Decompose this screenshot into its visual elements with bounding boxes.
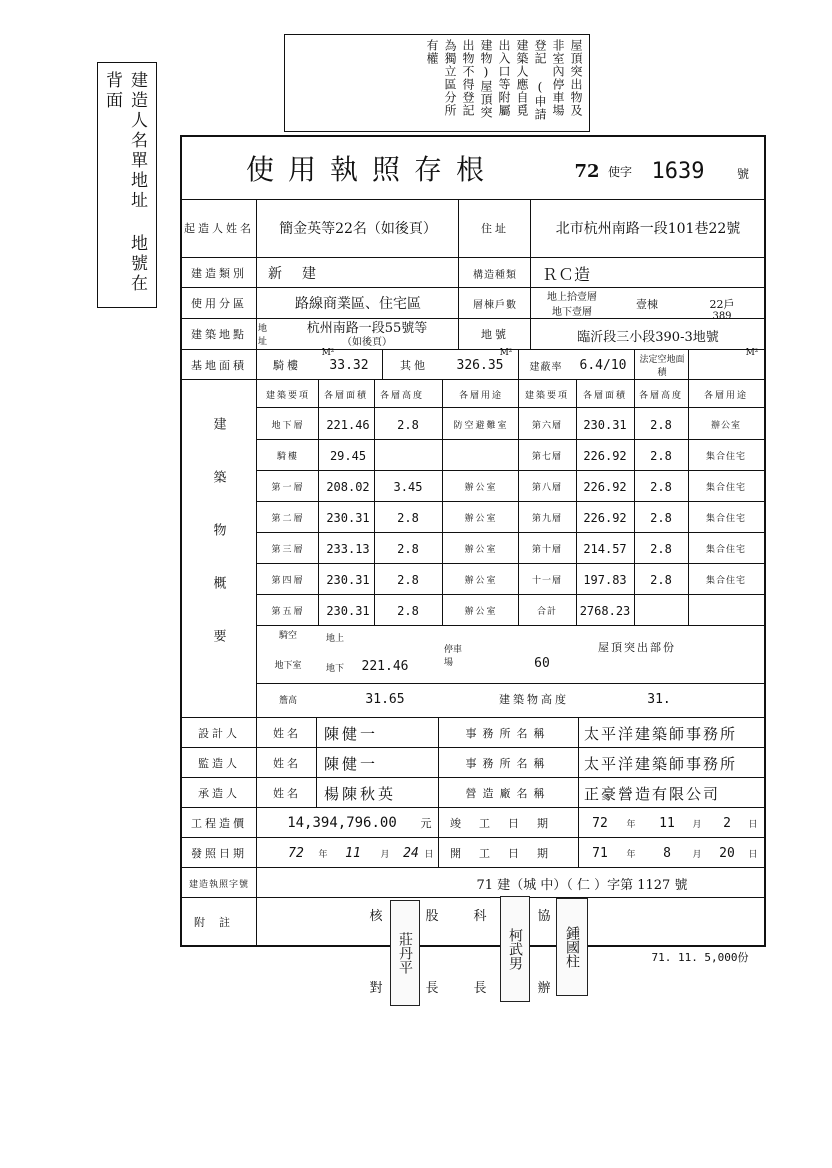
zone-value: 路線商業區、住宅區 <box>295 296 421 312</box>
done-day: 2 <box>723 815 731 831</box>
start-label: 開工日期 <box>450 847 566 860</box>
other-value: 326.35 <box>456 357 504 373</box>
start-year: 71 <box>592 845 608 861</box>
form-title: 使用執照存根 <box>245 153 498 186</box>
struct-label: 構造種類 <box>473 269 517 281</box>
site-sub: 地址 <box>258 324 268 347</box>
l-name-1: 騎樓 <box>276 452 299 462</box>
basement-below: 地下 <box>325 663 344 674</box>
lot-extra: 389 <box>712 310 732 322</box>
l-area-6: 230.31 <box>326 603 370 618</box>
floors-unit-2: 22戶 <box>709 298 735 311</box>
issue-day-unit: 日 <box>424 849 434 860</box>
zone-label: 使用分區 <box>191 297 247 310</box>
designer-firm: 太平洋建築師事務所 <box>584 724 738 743</box>
park-value: 60 <box>534 655 550 671</box>
issue-year-unit: 年 <box>318 849 328 860</box>
detail-header-1: 各層面積 <box>323 390 368 401</box>
designer-name: 陳健一 <box>324 724 379 743</box>
bldg-h-label: 建築物高度 <box>499 693 569 706</box>
other-label: 其他 <box>400 359 428 372</box>
cost-unit: 元 <box>420 817 432 830</box>
stamp-section2: 長 <box>425 980 439 996</box>
supervisor-name-label: 姓名 <box>273 757 301 770</box>
eave-value: 31.65 <box>365 691 405 707</box>
builder-addr-label: 住址 <box>481 222 509 235</box>
l-area-1: 29.45 <box>329 448 367 463</box>
start-month: 8 <box>663 845 671 861</box>
top-note-box <box>284 34 590 132</box>
supervisor-firm-label: 事務所名稱 <box>465 757 551 770</box>
r-area-4: 214.57 <box>583 541 627 556</box>
l-use-1 <box>444 440 518 471</box>
bldg-h-value: 31. <box>647 691 671 707</box>
r-area-2: 226.92 <box>583 479 627 494</box>
contractor-name-label: 姓名 <box>273 787 301 800</box>
r-height-2: 2.8 <box>650 479 672 494</box>
top-note: 屋頂突出物及非室內停車場登記 (申請建築人應自覓出入口等附屬建物)屋頂突出物不得登記為獨立區分所有權 <box>425 39 583 121</box>
l-height-6: 2.8 <box>397 603 419 618</box>
done-year: 72 <box>592 815 608 831</box>
r-use-5: 集合住宅 <box>705 576 746 586</box>
other-unit: M² <box>499 348 513 358</box>
builder-value: 簡金英等22名（如後頁） <box>279 221 437 237</box>
r-height-0: 2.8 <box>650 417 672 432</box>
l-name-4: 第三層 <box>271 545 305 555</box>
r-area-5: 197.83 <box>583 572 627 587</box>
lot-label: 地號 <box>481 328 509 341</box>
supervisor-firm: 太平洋建築師事務所 <box>584 754 738 773</box>
print-note: 71. 11. 5,000份 <box>651 951 749 964</box>
cost-value: 14,394,796.00 <box>287 815 397 831</box>
floors-2: 地下壹層 <box>552 306 592 318</box>
permit-value: 71 建（城 中）（ 仁 ）字第 1127 號 <box>476 877 688 893</box>
l-height-2: 3.45 <box>393 479 423 494</box>
r-name-1: 第七層 <box>531 452 562 462</box>
contractor-role: 承造人 <box>198 787 240 800</box>
basement-below-val: 221.46 <box>361 658 409 674</box>
l-use-4: 辦公室 <box>464 545 498 555</box>
l-height-0: 2.8 <box>397 417 419 432</box>
side-note-box <box>97 62 157 308</box>
start-year-unit: 年 <box>626 849 636 860</box>
r-area-0: 230.31 <box>583 417 627 432</box>
open-unit: M² <box>745 348 759 358</box>
r-use-0: 辦公室 <box>710 421 741 431</box>
issue-month-unit: 月 <box>380 849 390 860</box>
r-height-4: 2.8 <box>650 541 672 556</box>
stamp-check2: 對 <box>369 980 383 996</box>
type-label: 建造類別 <box>191 267 247 280</box>
floors-1: 地上拾壹層 <box>547 291 597 303</box>
l-name-3: 第二層 <box>271 514 305 524</box>
basement-above: 地上 <box>325 633 344 644</box>
r-use-1: 集合住宅 <box>705 452 746 462</box>
builder-label: 起造人姓名 <box>184 222 254 235</box>
detail-header-4: 建築要項 <box>524 390 569 401</box>
l-area-5: 230.31 <box>326 572 370 587</box>
r-name-0: 第六層 <box>531 421 562 431</box>
floors-unit-1: 壹棟 <box>636 298 658 311</box>
r-name-5: 十一層 <box>531 576 562 586</box>
side-note: 建造人名單地址 地號在背面 <box>102 71 147 294</box>
stamp-section: 股 <box>425 908 439 924</box>
r-name-4: 第十層 <box>531 545 562 555</box>
contractor-firm: 正豪營造有限公司 <box>584 784 721 803</box>
l-height-4: 2.8 <box>397 541 419 556</box>
l-height-1 <box>376 440 440 471</box>
remarks-label: 附註 <box>194 916 244 929</box>
l-use-0: 防空避難室 <box>453 421 509 431</box>
l-name-6: 第五層 <box>271 607 305 617</box>
start-day-unit: 日 <box>748 849 758 860</box>
stamp-name-2: 柯武男 <box>500 896 530 1002</box>
done-month: 11 <box>659 815 675 831</box>
start-month-unit: 月 <box>692 849 702 860</box>
detail-header-6: 各層高度 <box>638 390 683 401</box>
stamp-assist: 協 <box>537 908 551 924</box>
site-label: 建築地點 <box>191 328 247 341</box>
r-area-1: 226.92 <box>583 448 627 463</box>
detail-header-5: 各層面積 <box>582 390 627 401</box>
type-value: 新建 <box>268 266 336 282</box>
detail-header-3: 各層用途 <box>458 390 503 401</box>
struct-value: ＲＣ造 <box>542 264 591 284</box>
l-name-5: 第四層 <box>271 576 305 586</box>
r-name-2: 第八層 <box>531 483 562 493</box>
detail-header-7: 各層用途 <box>703 390 748 401</box>
r-height-5: 2.8 <box>650 572 672 587</box>
detail-header-0: 建築要項 <box>265 390 310 401</box>
license-number: 1639 <box>651 158 705 184</box>
stamp-assist2: 辦 <box>537 980 551 996</box>
arcade-value: 33.32 <box>329 357 369 373</box>
supervisor-role: 監造人 <box>198 757 240 770</box>
l-area-3: 230.31 <box>326 510 370 525</box>
r-use-3: 集合住宅 <box>705 514 746 524</box>
issue-label: 發照日期 <box>191 847 247 860</box>
stamp-chief: 科 <box>473 908 487 924</box>
detail-header-2: 各層高度 <box>379 390 424 401</box>
done-year-unit: 年 <box>626 819 636 830</box>
supervisor-name: 陳健一 <box>324 754 379 773</box>
license-prefix: 使字 <box>607 164 632 179</box>
permit-label: 建造執照字號 <box>188 879 249 890</box>
arcade-unit: M² <box>321 348 335 358</box>
basement-label2: 地下室 <box>274 660 302 671</box>
l-height-5: 2.8 <box>397 572 419 587</box>
l-name-2: 第一層 <box>271 483 305 493</box>
floors-label: 層棟戶數 <box>473 299 517 311</box>
l-use-5: 辦公室 <box>464 576 498 586</box>
park-label: 停車場 <box>444 645 463 668</box>
r-area-6: 2768.23 <box>579 603 631 618</box>
builder-addr: 北市杭州南路一段101巷22號 <box>555 221 741 237</box>
l-height-3: 2.8 <box>397 510 419 525</box>
l-area-2: 208.02 <box>326 479 370 494</box>
r-use-6 <box>688 595 764 626</box>
l-use-2: 辦公室 <box>464 483 498 493</box>
lot-value: 臨沂段三小段390-3地號 <box>577 329 719 345</box>
basement-label: 騎空 <box>278 630 297 641</box>
approval-block <box>366 898 596 1010</box>
contractor-name: 楊陳秋英 <box>324 784 397 803</box>
r-height-1: 2.8 <box>650 448 672 463</box>
license-year: 72 <box>574 160 600 182</box>
side-label: 建築物概要 <box>210 416 226 682</box>
stamp-check: 核 <box>369 908 383 924</box>
site-value: 杭州南路一段55號等 <box>306 320 428 335</box>
issue-month: 11 <box>345 845 361 861</box>
designer-name-label: 姓名 <box>273 727 301 740</box>
l-name-0: 地下層 <box>271 421 305 431</box>
site-value2: （如後頁） <box>342 337 392 348</box>
l-area-0: 221.46 <box>326 417 370 432</box>
roof-label: 屋頂突出部份 <box>598 641 676 654</box>
designer-role: 設計人 <box>198 727 240 740</box>
open-label: 法定空地面積 <box>639 355 685 378</box>
r-area-3: 226.92 <box>583 510 627 525</box>
stamp-name-1: 莊丹平 <box>390 900 420 1006</box>
stamp-name-3: 鍾國柱 <box>556 898 588 996</box>
l-use-6: 辦公室 <box>464 607 498 617</box>
coverage-label: 建蔽率 <box>529 361 563 373</box>
done-day-unit: 日 <box>748 819 758 830</box>
issue-day: 24 <box>403 845 419 861</box>
designer-firm-label: 事務所名稱 <box>465 727 551 740</box>
done-label: 竣工日期 <box>450 817 566 830</box>
coverage-value: 6.4/10 <box>579 357 627 373</box>
done-month-unit: 月 <box>692 819 702 830</box>
l-use-3: 辦公室 <box>464 514 498 524</box>
arcade-label: 騎樓 <box>273 359 301 372</box>
area-label: 基地面積 <box>191 359 247 372</box>
start-day: 20 <box>719 845 735 861</box>
r-name-3: 第九層 <box>531 514 562 524</box>
eave-label: 簷高 <box>278 695 297 706</box>
r-use-4: 集合住宅 <box>705 545 746 555</box>
r-use-2: 集合住宅 <box>705 483 746 493</box>
r-height-6 <box>634 595 688 626</box>
license-suffix: 號 <box>736 166 749 181</box>
issue-year: 72 <box>288 845 304 861</box>
r-name-6: 合計 <box>536 607 557 617</box>
r-height-3: 2.8 <box>650 510 672 525</box>
contractor-firm-label: 營造廠名稱 <box>465 787 551 800</box>
stamp-chief2: 長 <box>473 980 487 996</box>
license-form <box>180 135 766 947</box>
l-area-4: 233.13 <box>326 541 370 556</box>
cost-label: 工程造價 <box>191 817 247 830</box>
